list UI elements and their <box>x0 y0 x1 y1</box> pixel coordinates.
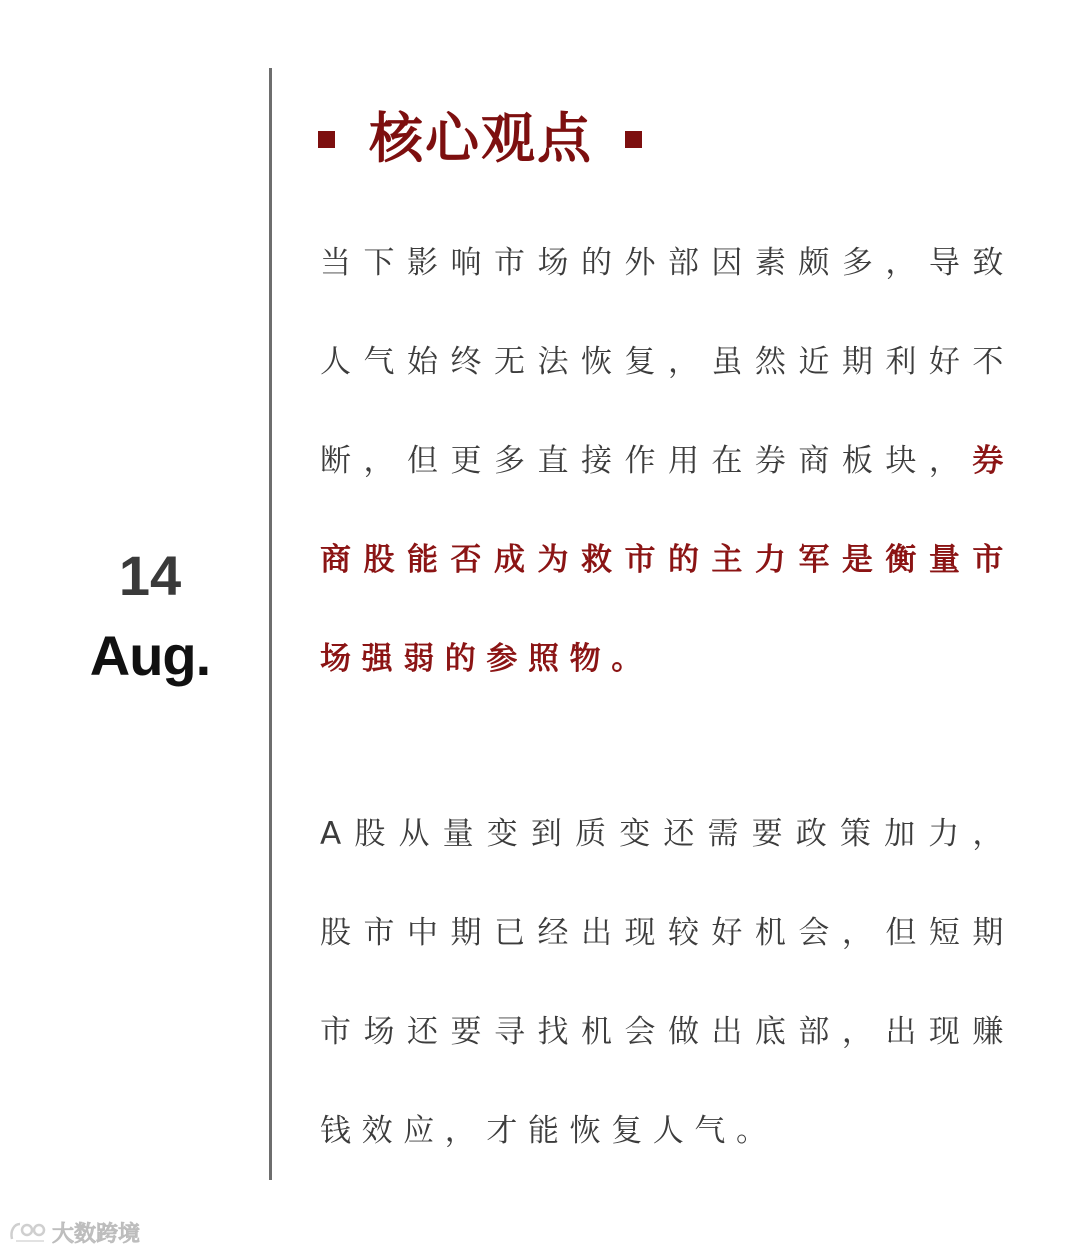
vertical-divider <box>269 68 272 1180</box>
date-block <box>70 545 230 687</box>
heading-title: 核心观点 <box>369 107 593 170</box>
watermark-text: 大数跨境 <box>52 1221 141 1247</box>
watermark <box>8 1215 140 1249</box>
paragraph-1 <box>320 214 1014 709</box>
paragraph-2-text: A股从量变到质变还需要政策加力，股市中期已经出现较好机会，但短期市场还要寻找机会做出底部，出现赚钱效应，才能恢复人气。 <box>320 816 1014 1149</box>
date-day: 14 <box>118 544 182 607</box>
paragraph-1-highlight: 券商股能否成为救市的主力军是衡量市场强弱的参照物。 <box>320 443 1014 677</box>
section-heading <box>318 104 642 174</box>
heading-left-square-icon <box>318 131 335 148</box>
date-month: Aug. <box>89 624 211 687</box>
paragraph-2 <box>320 785 1014 1181</box>
watermark-logo-icon <box>8 1219 48 1245</box>
paragraph-1-text: 当下影响市场的外部因素颇多，导致人气始终无法恢复，虽然近期利好不断，但更多直接作用在券商板块， <box>320 245 1014 479</box>
heading-right-square-icon <box>625 131 642 148</box>
